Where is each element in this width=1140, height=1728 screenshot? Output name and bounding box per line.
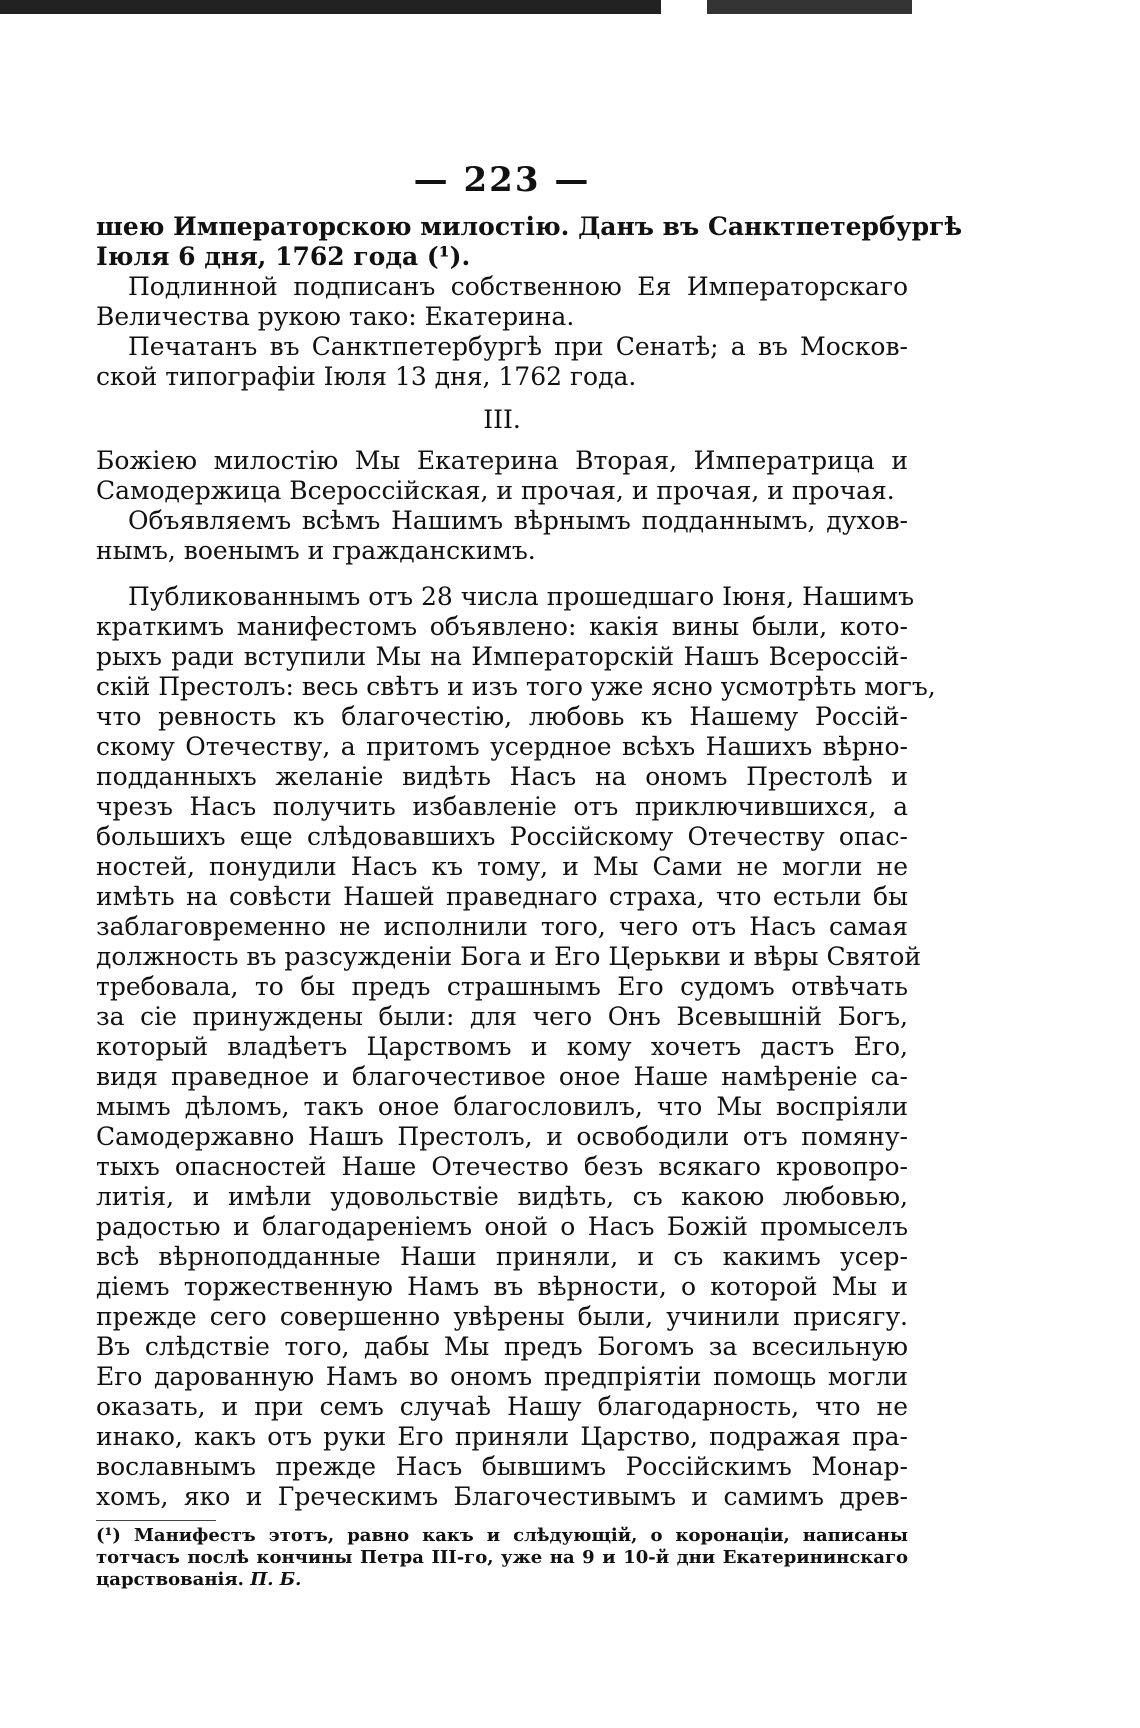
- manifesto-intro: [96, 446, 908, 506]
- text-line: Публикованнымъ отъ 28 числа прошедшаго Іюня, Нашимъ: [128, 582, 915, 611]
- section-number: III.: [483, 405, 521, 434]
- footnote-signature: П. Б.: [250, 1569, 302, 1590]
- footnote-rule: [96, 1520, 216, 1521]
- footnote-line: [96, 1569, 908, 1591]
- print-note: [96, 332, 908, 392]
- text-line: всѣ вѣрноподданные Наши приняли, и съ какимъ усер-: [96, 1242, 908, 1271]
- page-number: — 223 —: [413, 160, 591, 200]
- text-line: Іюля 6 дня, 1762 года (¹).: [96, 242, 471, 271]
- decree-closing: [96, 212, 963, 272]
- text-line: Подлинной подписанъ собственною Ея Императорскаго: [128, 272, 908, 301]
- text-line: имѣть на совѣсти Нашей праведнаго страха, что естьли бы: [96, 882, 908, 911]
- scan-top-border: [0, 0, 1140, 14]
- text-line: Божіею милостію Мы Екатерина Вторая, Императрица и: [96, 446, 908, 475]
- text-line: Его дарованную Намъ во ономъ предпріятіи помощь могли: [96, 1362, 908, 1391]
- text-line: видя праведное и благочестивое оное Наше намѣреніе са-: [96, 1062, 908, 1091]
- text-line: который владѣетъ Царствомъ и кому хочетъ дастъ Его,: [96, 1032, 908, 1061]
- signature-note: [96, 272, 908, 332]
- text-line: заблаговременно не исполнили того, чего отъ Насъ самая: [96, 912, 908, 941]
- text-line: рыхъ ради вступили Мы на Императорскій Нашъ Всероссій-: [96, 642, 908, 671]
- text-line: тыхъ опасностей Наше Отечество безъ всякаго кровопро-: [96, 1152, 908, 1181]
- text-line: ностей, понудили Насъ къ тому, и Мы Сами не могли не: [96, 852, 908, 881]
- footnote-text: царствованія.: [96, 1569, 244, 1590]
- text-line: вославнымъ прежде Насъ бывшимъ Россійскимъ Монар-: [96, 1452, 908, 1481]
- text-line: скій Престолъ: весь свѣтъ и изъ того уже ясно усмотрѣть могъ,: [96, 672, 936, 701]
- manifesto-body: [96, 582, 936, 1512]
- text-line: за сіе принуждены были: для чего Онъ Всевышній Богъ,: [96, 1002, 908, 1031]
- text-line: оказать, и при семъ случаѣ Нашу благодарность, что не: [96, 1392, 908, 1421]
- text-line: радостью и благодареніемъ оной о Насъ Божій промыселъ: [96, 1212, 908, 1241]
- text-line: діемъ торжественную Намъ въ вѣрности, о которой Мы и: [96, 1272, 908, 1301]
- book-page: [96, 160, 963, 1591]
- text-line: Въ слѣдствіе того, дабы Мы предъ Богомъ за всесильную: [96, 1332, 908, 1361]
- text-line: требовала, то бы предъ страшнымъ Его судомъ отвѣчать: [96, 972, 908, 1001]
- text-line: Печатанъ въ Санктпетербургѣ при Сенатѣ; а въ Москов-: [128, 332, 908, 361]
- footnote-line: (¹) Манифестъ этотъ, равно какъ и слѣдующій, о коронаціи, написаны: [96, 1525, 908, 1546]
- text-line: должность въ разсужденіи Бога и Его Церькви и вѣры Святой: [96, 942, 922, 971]
- text-line: Самодержавно Нашъ Престолъ, и освободили отъ помяну-: [96, 1122, 908, 1151]
- text-line: хомъ, яко и Греческимъ Благочестивымъ и самимъ древ-: [96, 1482, 908, 1511]
- text-line: чрезъ Насъ получить избавленіе отъ приключившихся, а: [96, 792, 908, 821]
- text-line: Величества рукою тако: Екатерина.: [96, 302, 575, 331]
- text-line: инако, какъ отъ руки Его приняли Царство, подражая пра-: [96, 1422, 908, 1451]
- text-line: скому Отечеству, а притомъ усердное всѣхъ Нашихъ вѣрно-: [96, 732, 908, 761]
- text-line: Самодержица Всероссійская, и прочая, и прочая, и прочая.: [96, 476, 895, 505]
- text-line: шею Императорскою милостію. Данъ въ Санктпетербургѣ: [96, 212, 963, 241]
- text-line: что ревность къ благочестію, любовь къ Нашему Россій-: [96, 702, 908, 731]
- manifesto-address: [96, 506, 908, 566]
- text-line: нымъ, военымъ и гражданскимъ.: [96, 536, 536, 565]
- text-line: большихъ еще слѣдовавшихъ Россійскому Отечеству опас-: [96, 822, 908, 851]
- text-line: литія, и имѣли удовольствіе видѣть, съ какою любовью,: [96, 1182, 908, 1211]
- text-line: подданныхъ желаніе видѣть Насъ на ономъ Престолѣ и: [96, 762, 908, 791]
- footnote: [96, 1525, 908, 1591]
- text-line: прежде сего совершенно увѣрены были, учинили присягу.: [96, 1302, 908, 1331]
- text-line: мымъ дѣломъ, такъ оное благословилъ, что Мы воспріяли: [96, 1092, 908, 1121]
- footnote-line: тотчасъ послѣ кончины Петра III-го, уже на 9 и 10-й дни Екатерининскаго: [96, 1547, 908, 1568]
- text-line: Объявляемъ всѣмъ Нашимъ вѣрнымъ подданнымъ, духов-: [128, 506, 908, 535]
- text-line: краткимъ манифестомъ объявлено: какія вины были, кото-: [96, 612, 908, 641]
- text-line: ской типографіи Іюля 13 дня, 1762 года.: [96, 362, 637, 391]
